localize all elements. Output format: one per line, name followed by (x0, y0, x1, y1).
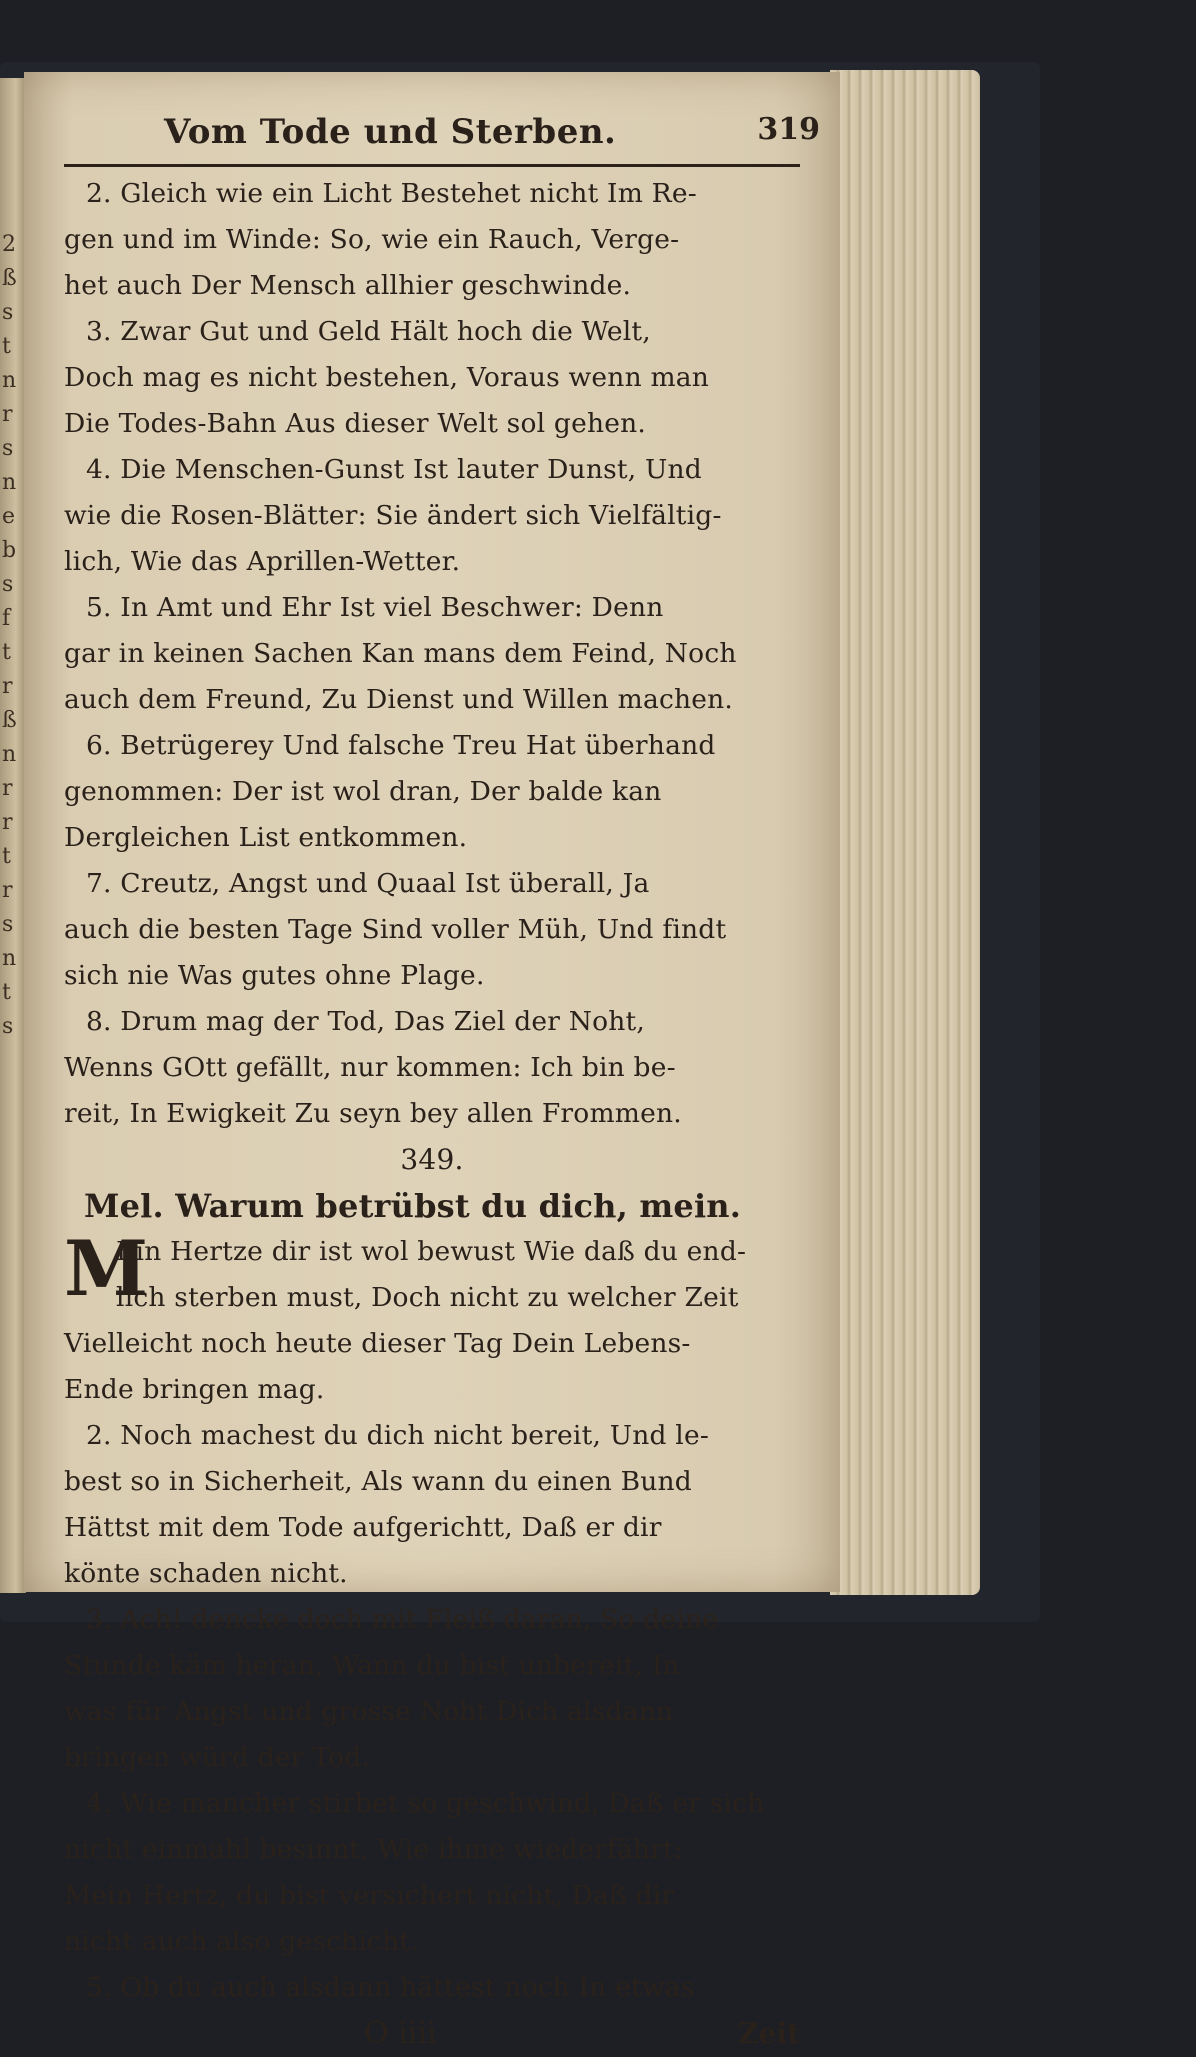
text-line: 3. Zwar Gut und Geld Hält hoch die Welt, (86, 316, 651, 347)
hymn-349-first-stanza (64, 1224, 800, 1413)
left-page-letter: t (2, 844, 11, 869)
text-line: Ende bringen mag. (64, 1374, 325, 1405)
stanza (64, 999, 800, 1137)
text-line: auch dem Freund, Zu Dienst und Willen machen. (64, 684, 734, 715)
text-line: gar in keinen Sachen Kan mans dem Feind, Noch (64, 638, 737, 669)
text-line: 7. Creutz, Angst und Quaal Ist überall, Ja (86, 868, 650, 899)
text-line: nicht einmahl besinnt, Wie ihme wiederfährt: (64, 1834, 683, 1865)
text-line: lich sterben must, Doch nicht zu welcher Zeit (116, 1282, 739, 1313)
page-footer (64, 2011, 800, 2057)
text-line: 3. Ach! dencke doch mit Fleiß daran, So deine (86, 1604, 719, 1635)
text-line: Wenns GOtt gefällt, nur kommen: Ich bin be- (64, 1052, 676, 1083)
text-line: Mein Hertz, du bist versichert nicht, Daß dir (64, 1880, 675, 1911)
text-line: bringen würd der Tod. (64, 1742, 371, 1773)
stanza (64, 309, 800, 447)
page-number: 319 (757, 112, 820, 147)
text-line: Ein Hertze dir ist wol bewust Wie daß du end- (116, 1236, 747, 1267)
text-line: Vielleicht noch heute dieser Tag Dein Lebens- (64, 1328, 691, 1359)
left-page-letter: n (2, 368, 17, 393)
left-page-letter: s (2, 300, 14, 325)
left-page-letter: ß (2, 708, 17, 733)
left-page-letter: s (2, 436, 14, 461)
text-line: lich, Wie das Aprillen-Wetter. (64, 546, 461, 577)
text-line: 5. In Amt und Ehr Ist viel Beschwer: Denn (86, 592, 664, 623)
text-line: auch die besten Tage Sind voller Müh, Und findt (64, 914, 727, 945)
text-line: was für Angst und grosse Noht Dich alsdann (64, 1696, 674, 1727)
stanza (64, 585, 800, 723)
text-line: 4. Die Menschen-Gunst Ist lauter Dunst, Und (86, 454, 702, 485)
left-page-letter: 2 (2, 232, 16, 257)
hymn-349-stanzas (64, 1413, 800, 2011)
book-page (24, 72, 840, 2051)
text-line: nicht auch also geschicht. (64, 1926, 419, 1957)
melody-line: Mel. Warum betrübst du dich, mein. (84, 1187, 742, 1225)
text-line: Stunde käm heran, Wann du bist unbereit, In (64, 1650, 680, 1681)
left-page-letter: s (2, 912, 14, 937)
page-edges (830, 70, 980, 1595)
left-page-letter: ß (2, 266, 17, 291)
text-line: könte schaden nicht. (64, 1558, 348, 1589)
left-page-edge (0, 78, 26, 1593)
page-text (64, 112, 820, 2057)
left-page-letter: t (2, 640, 11, 665)
left-page-letter: r (2, 810, 13, 835)
left-page-letter: b (2, 538, 17, 563)
text-line: 2. Gleich wie ein Licht Bestehet nicht Im Re- (86, 178, 697, 209)
drop-capital: M (64, 1224, 149, 1313)
text-line: 8. Drum mag der Tod, Das Ziel der Noht, (86, 1006, 646, 1037)
stanza (64, 1413, 800, 1597)
left-page-letters (2, 228, 20, 1044)
left-page-letter: s (2, 1014, 14, 1039)
stanza (64, 171, 800, 309)
text-line: genommen: Der ist wol dran, Der balde kan (64, 776, 662, 807)
text-line: 2. Noch machest du dich nicht bereit, Und le- (86, 1420, 709, 1451)
left-page-letter: t (2, 980, 11, 1005)
stanza (64, 1781, 800, 1965)
left-page-letter: r (2, 402, 13, 427)
stanza (64, 1597, 800, 1781)
text-line: sich nie Was gutes ohne Plage. (64, 960, 485, 991)
text-line: wie die Rosen-Blätter: Sie ändert sich Vielfältig- (64, 500, 722, 531)
stanza (64, 723, 800, 861)
text-line: gen und im Winde: So, wie ein Rauch, Verge- (64, 224, 680, 255)
left-page-letter: n (2, 742, 17, 767)
text-line: 6. Betrügerey Und falsche Treu Hat überhand (86, 730, 716, 761)
text-line: reit, In Ewigkeit Zu seyn bey allen Frommen. (64, 1098, 682, 1129)
signature-mark: O iiii (364, 2016, 437, 2051)
running-head: Vom Tode und Sterben. (164, 112, 617, 152)
first-stanza-lines (64, 1224, 800, 1413)
left-page-letter: t (2, 334, 11, 359)
left-page-letter: n (2, 470, 17, 495)
stanza (64, 861, 800, 999)
catchword: Zeit (738, 2017, 800, 2050)
hymn-348-stanzas (64, 171, 800, 1137)
left-page-letter: e (2, 504, 16, 529)
left-page-letter: n (2, 946, 17, 971)
text-line: Dergleichen List entkommen. (64, 822, 468, 853)
text-line: het auch Der Mensch allhier geschwinde. (64, 270, 632, 301)
hymn-number: 349. (400, 1143, 464, 1176)
left-page-letter: r (2, 776, 13, 801)
text-line: best so in Sicherheit, Als wann du einen Bund (64, 1466, 692, 1497)
left-page-letter: r (2, 674, 13, 699)
text-line: 5. Ob du auch alsdann hättest noch In etwas (86, 1972, 695, 2003)
stanza (64, 447, 800, 585)
stanza (64, 1965, 800, 2011)
running-head-rule (64, 112, 820, 167)
text-line: Die Todes-Bahn Aus dieser Welt sol gehen. (64, 408, 646, 439)
left-page-letter: s (2, 572, 14, 597)
left-page-letter: f (2, 606, 11, 631)
text-line: Doch mag es nicht bestehen, Voraus wenn man (64, 362, 710, 393)
text-line: Hättst mit dem Tode aufgerichtt, Daß er dir (64, 1512, 662, 1543)
text-line: 4. Wie mancher stirbet so geschwind, Daß er sich (86, 1788, 765, 1819)
left-page-letter: r (2, 878, 13, 903)
